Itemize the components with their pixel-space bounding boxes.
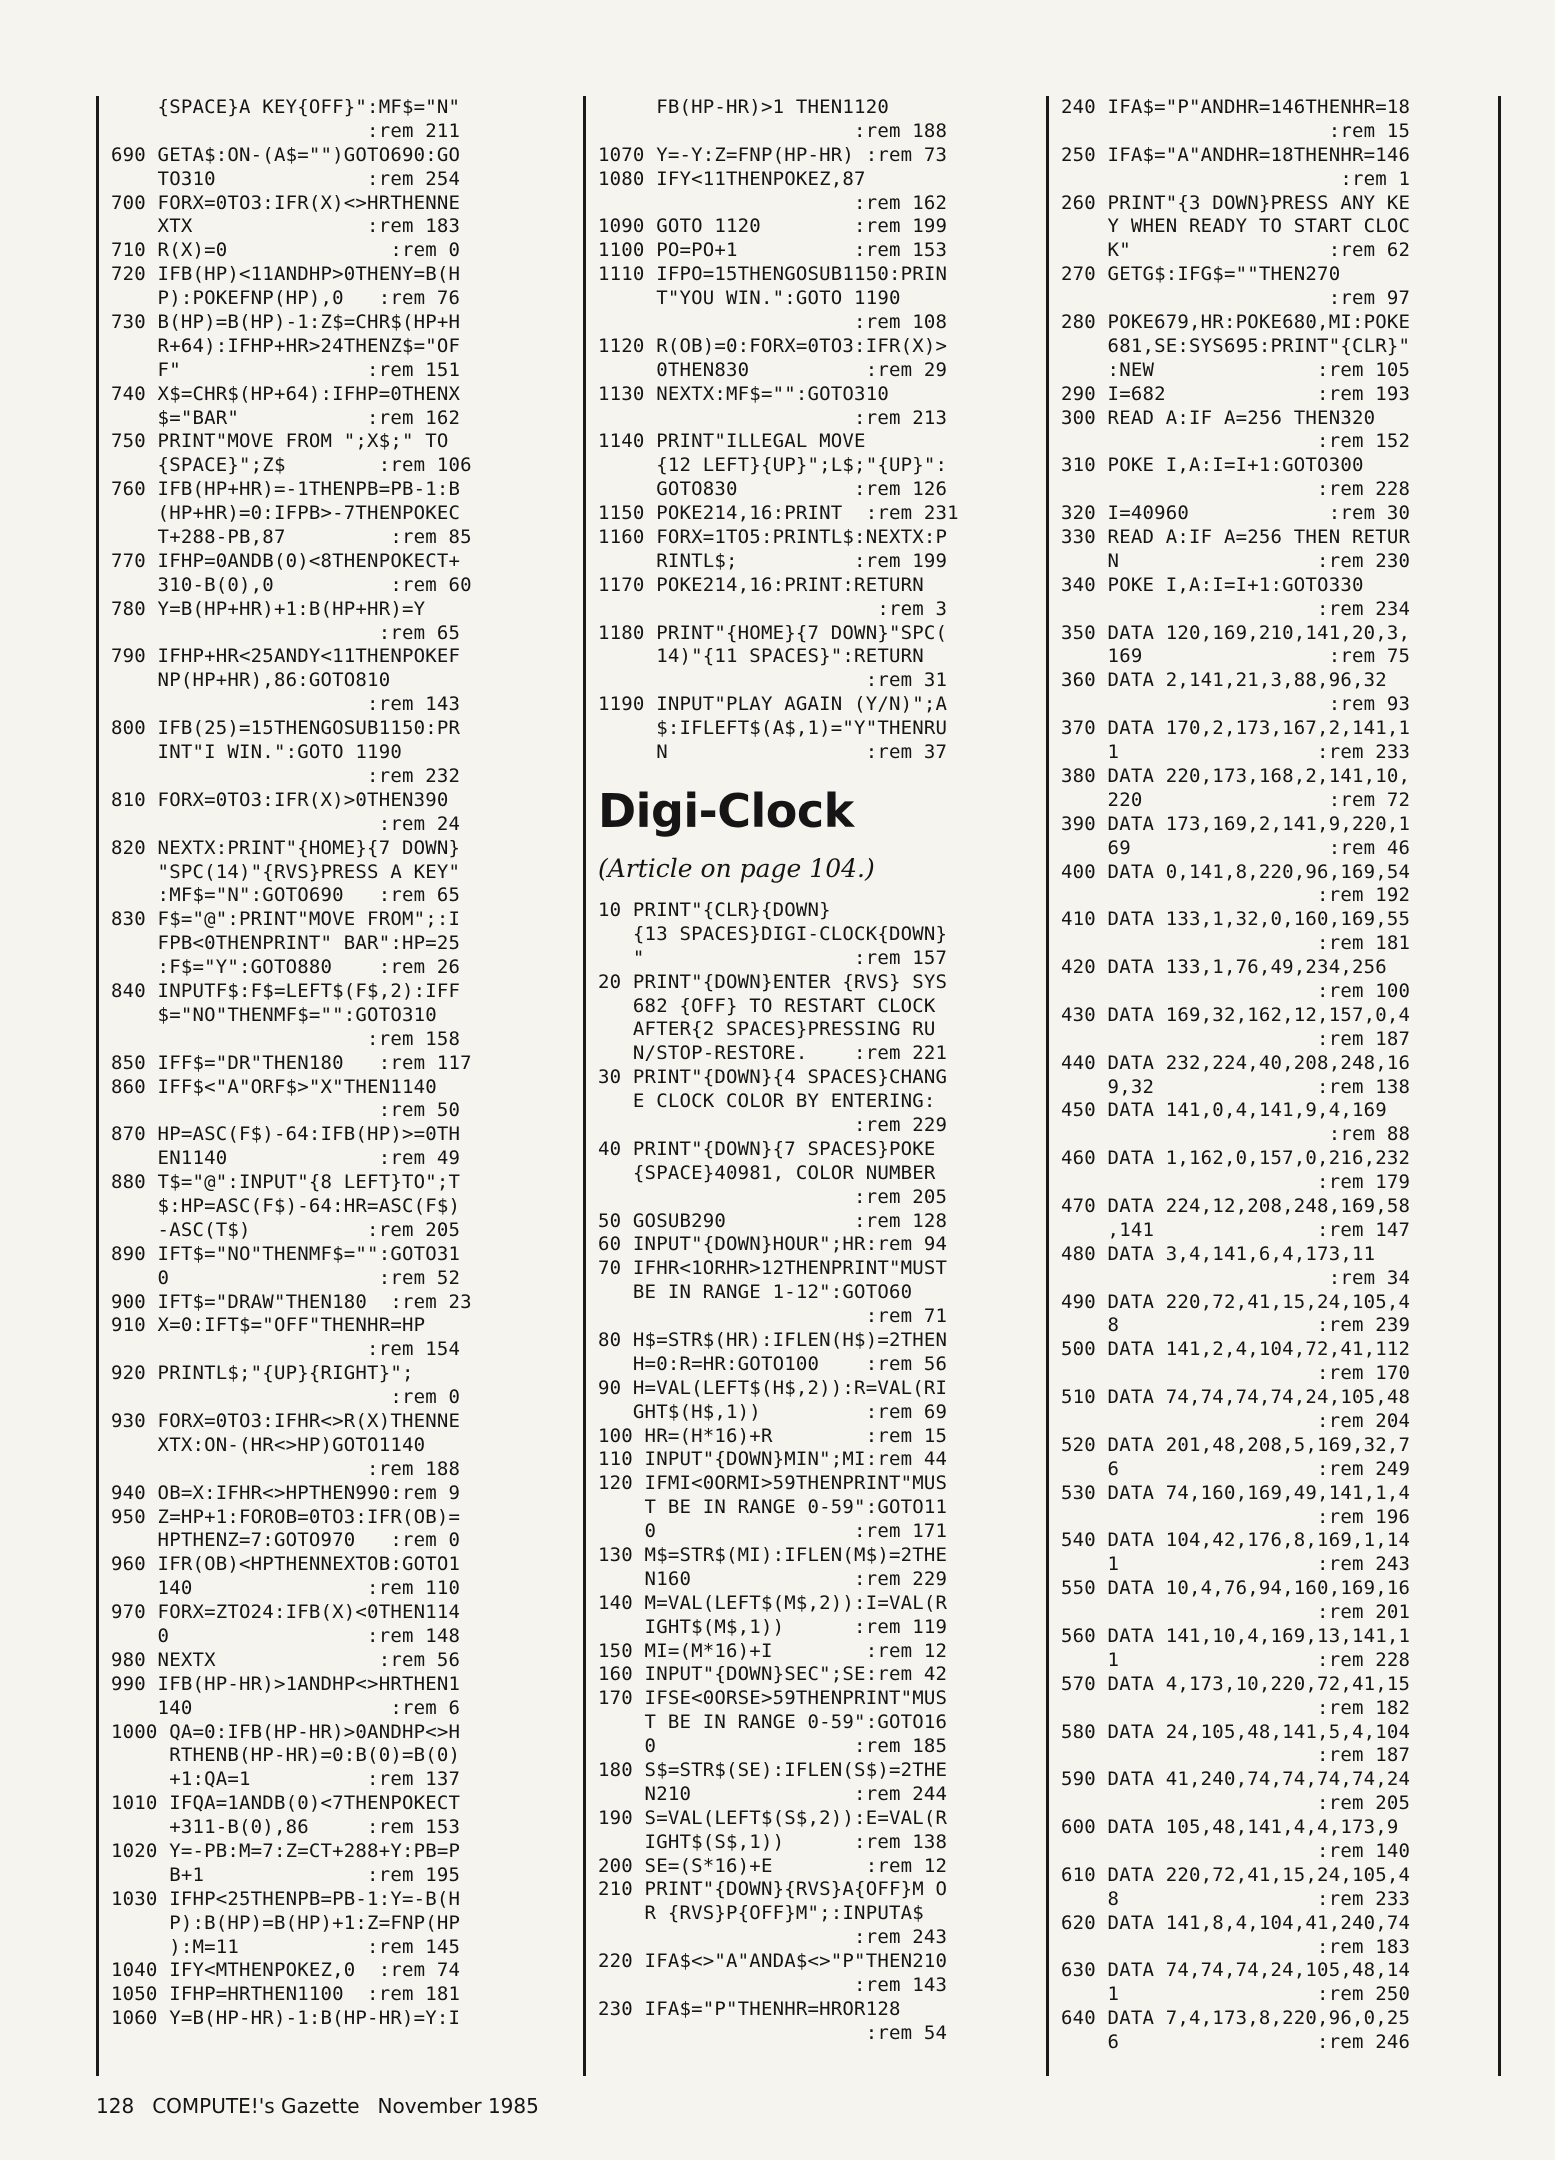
code-line: 630 DATA 74,74,74,24,105,48,14 <box>1061 1959 1411 1982</box>
code-line: 220 :rem 72 <box>1061 788 1411 811</box>
code-line: 770 IFHP=0ANDB(0)<8THENPOKECT+ <box>111 549 461 572</box>
code-line: GOTO830 :rem 126 <box>598 478 948 501</box>
code-line: 530 DATA 74,160,169,49,141,1,4 <box>1061 1481 1411 1504</box>
code-line: 260 PRINT"{3 DOWN}PRESS ANY KE <box>1061 191 1411 214</box>
page-footer <box>96 2094 557 2118</box>
code-line: 900 IFT$="DRAW"THEN180 :rem 23 <box>111 1290 472 1313</box>
code-line: 1150 POKE214,16:PRINT :rem 231 <box>598 502 959 525</box>
code-line: 6 :rem 249 <box>1061 1457 1411 1480</box>
code-line: :rem 71 <box>598 1305 948 1328</box>
code-line: 320 I=40960 :rem 30 <box>1061 502 1411 525</box>
code-line: 1000 QA=0:IFB(HP-HR)>0ANDHP<>H <box>111 1720 461 1743</box>
code-line: 150 MI=(M*16)+I :rem 12 <box>598 1639 948 1662</box>
code-line: :rem 243 <box>598 1926 948 1949</box>
code-line: :rem 15 <box>1061 119 1411 142</box>
code-line: T+288-PB,87 :rem 85 <box>111 526 472 549</box>
code-line: B+1 :rem 195 <box>111 1863 461 1886</box>
code-line: 80 H$=STR$(HR):IFLEN(H$)=2THEN <box>598 1328 948 1351</box>
code-line: :rem 188 <box>598 119 948 142</box>
page-number: 128 <box>96 2094 135 2118</box>
code-line: FPB<0THENPRINT" BAR":HP=25 <box>111 932 461 955</box>
code-line: 940 OB=X:IFHR<>HPTHEN990:rem 9 <box>111 1481 461 1504</box>
program-lines <box>111 96 583 2031</box>
code-line: :rem 143 <box>598 1974 948 1997</box>
code-line: TO310 :rem 254 <box>111 167 461 190</box>
code-line: N/STOP-RESTORE. :rem 221 <box>598 1042 948 1065</box>
code-line: 682 {OFF} TO RESTART CLOCK <box>598 994 936 1017</box>
code-line: :rem 228 <box>1061 478 1411 501</box>
code-line: 250 IFA$="A"ANDHR=18THENHR=146 <box>1061 143 1411 166</box>
code-line: 200 SE=(S*16)+E :rem 12 <box>598 1854 948 1877</box>
code-line: 520 DATA 201,48,208,5,169,32,7 <box>1061 1433 1411 1456</box>
code-line: RINTL$; :rem 199 <box>598 549 948 572</box>
code-line: 8 :rem 233 <box>1061 1887 1411 1910</box>
code-line: GHT$(H$,1)) :rem 69 <box>598 1400 948 1423</box>
code-line: 720 IFB(HP)<11ANDHP>0THENY=B(H <box>111 263 461 286</box>
code-line: 1100 PO=PO+1 :rem 153 <box>598 239 948 262</box>
code-line: 550 DATA 10,4,76,94,160,169,16 <box>1061 1577 1411 1600</box>
code-line: 370 DATA 170,2,173,167,2,141,1 <box>1061 717 1411 740</box>
code-line: R {RVS}P{OFF}M";:INPUTA$ <box>598 1902 924 1925</box>
code-line: 210 PRINT"{DOWN}{RVS}A{OFF}M O <box>598 1878 948 1901</box>
code-line: 1 :rem 228 <box>1061 1648 1411 1671</box>
code-line: NP(HP+HR),86:GOTO810 <box>111 669 391 692</box>
code-line: :rem 187 <box>1061 1744 1411 1767</box>
code-line: 310-B(0),0 :rem 60 <box>111 573 472 596</box>
code-line: 10 PRINT"{CLR}{DOWN} <box>598 898 831 921</box>
code-line: :rem 140 <box>1061 1840 1411 1863</box>
code-line: 100 HR=(H*16)+R :rem 15 <box>598 1424 948 1447</box>
code-line: 540 DATA 104,42,176,8,169,1,14 <box>1061 1529 1411 1552</box>
code-line: 230 IFA$="P"THENHR=HROR128 <box>598 1997 901 2020</box>
code-line: 700 FORX=0TO3:IFR(X)<>HRTHENNE <box>111 191 461 214</box>
code-line: :rem 211 <box>111 119 461 142</box>
magazine-name: COMPUTE!'s Gazette <box>152 2094 360 2118</box>
code-line: 380 DATA 220,173,168,2,141,10, <box>1061 764 1411 787</box>
code-line: 500 DATA 141,2,4,104,72,41,112 <box>1061 1338 1411 1361</box>
code-line: R+64):IFHP+HR>24THENZ$="OF <box>111 334 461 357</box>
code-line: 1160 FORX=1TO5:PRINTL$:NEXTX:P <box>598 526 948 549</box>
code-line: K" :rem 62 <box>1061 239 1411 262</box>
code-line: 690 GETA$:ON-(A$="")GOTO690:GO <box>111 143 461 166</box>
code-line: 910 X=0:IFT$="OFF"THENHR=HP <box>111 1314 426 1337</box>
code-line: :F$="Y":GOTO880 :rem 26 <box>111 956 461 979</box>
code-line: 590 DATA 41,240,74,74,74,74,24 <box>1061 1768 1411 1791</box>
code-line: P):POKEFNP(HP),0 :rem 76 <box>111 287 461 310</box>
code-line: 280 POKE679,HR:POKE680,MI:POKE <box>1061 311 1411 334</box>
code-line: 430 DATA 169,32,162,12,157,0,4 <box>1061 1003 1411 1026</box>
code-line: 1190 INPUT"PLAY AGAIN (Y/N)";A <box>598 693 948 716</box>
code-line: 0THEN830 :rem 29 <box>598 358 948 381</box>
code-line: 960 IFR(OB)<HPTHENNEXTOB:GOTO1 <box>111 1553 461 1576</box>
code-line: 780 Y=B(HP+HR)+1:B(HP+HR)=Y <box>111 597 426 620</box>
code-line: :rem 1 <box>1061 167 1411 190</box>
code-line: 1090 GOTO 1120 :rem 199 <box>598 215 948 238</box>
code-line: :MF$="N":GOTO690 :rem 65 <box>111 884 461 907</box>
code-line: 180 S$=STR$(SE):IFLEN(S$)=2THE <box>598 1759 948 1781</box>
code-line: 9,32 :rem 138 <box>1061 1075 1411 1098</box>
code-line: $="BAR" :rem 162 <box>111 406 461 429</box>
code-line: 270 GETG$:IFG$=""THEN270 <box>1061 263 1341 286</box>
code-line: 1130 NEXTX:MF$="":GOTO310 <box>598 382 889 405</box>
code-line: :rem 179 <box>1061 1171 1411 1194</box>
listing-column-3 <box>1049 96 1501 2076</box>
program-lines <box>1061 96 1498 2055</box>
code-line: 120 IFMI<0ORMI>59THENPRINT"MUS <box>598 1472 948 1495</box>
code-line: XTX :rem 183 <box>111 215 461 238</box>
code-line: 110 INPUT"{DOWN}MIN";MI:rem 44 <box>598 1448 948 1471</box>
code-line: 20 PRINT"{DOWN}ENTER {RVS} SYS <box>598 970 948 993</box>
code-line: " :rem 157 <box>598 946 948 969</box>
code-line: 1080 IFY<11THENPOKEZ,87 <box>598 167 866 190</box>
code-line: 600 DATA 105,48,141,4,4,173,9 <box>1061 1816 1399 1839</box>
code-line: 0 :rem 52 <box>111 1266 461 1289</box>
code-line: :rem 182 <box>1061 1696 1411 1719</box>
code-line: 970 FORX=ZTO24:IFB(X)<0THEN114 <box>111 1601 461 1624</box>
code-line: 610 DATA 220,72,41,15,24,105,4 <box>1061 1863 1411 1886</box>
code-line: 70 IFHR<1ORHR>12THENPRINT"MUST <box>598 1257 948 1280</box>
code-line: 160 INPUT"{DOWN}SEC";SE:rem 42 <box>598 1663 948 1686</box>
code-line: 169 :rem 75 <box>1061 645 1411 668</box>
code-line: 330 READ A:IF A=256 THEN RETUR <box>1061 526 1411 549</box>
code-line: IGHT$(S$,1)) :rem 138 <box>598 1830 948 1853</box>
code-line: 750 PRINT"MOVE FROM ";X$;" TO <box>111 430 449 453</box>
code-line: :rem 170 <box>1061 1362 1411 1385</box>
code-line: 1140 PRINT"ILLEGAL MOVE <box>598 430 866 453</box>
code-line: 570 DATA 4,173,10,220,72,41,15 <box>1061 1672 1411 1695</box>
code-line: E CLOCK COLOR BY ENTERING: <box>598 1090 936 1113</box>
code-line: 730 B(HP)=B(HP)-1:Z$=CHR$(HP+H <box>111 311 461 334</box>
code-line: -ASC(T$) :rem 205 <box>111 1218 461 1241</box>
code-line: :rem 188 <box>111 1457 461 1480</box>
code-line: 60 INPUT"{DOWN}HOUR";HR:rem 94 <box>598 1233 948 1256</box>
code-line: N160 :rem 229 <box>598 1567 948 1590</box>
code-line: 290 I=682 :rem 193 <box>1061 382 1411 405</box>
code-line: 490 DATA 220,72,41,15,24,105,4 <box>1061 1290 1411 1313</box>
code-line: :rem 201 <box>1061 1601 1411 1624</box>
code-line: 1 :rem 243 <box>1061 1553 1411 1576</box>
code-line: 990 IFB(HP-HR)>1ANDHP<>HRTHEN1 <box>111 1672 461 1695</box>
code-line: T"YOU WIN.":GOTO 1190 <box>598 287 901 310</box>
code-line: :rem 93 <box>1061 693 1411 716</box>
code-line: :rem 205 <box>1061 1792 1411 1815</box>
code-line: 220 IFA$<>"A"ANDA$<>"P"THEN210 <box>598 1950 948 1973</box>
code-line: $:IFLEFT$(A$,1)="Y"THENRU <box>598 717 948 740</box>
code-line: 930 FORX=0TO3:IFHR<>R(X)THENNE <box>111 1409 461 1432</box>
code-line: :rem 31 <box>598 669 948 692</box>
code-line: 850 IFF$="DR"THEN180 :rem 117 <box>111 1051 472 1074</box>
code-line: 810 FORX=0TO3:IFR(X)>0THEN390 <box>111 788 449 811</box>
code-line: 710 R(X)=0 :rem 0 <box>111 239 461 262</box>
code-line: 8 :rem 239 <box>1061 1314 1411 1337</box>
code-line: 460 DATA 1,162,0,157,0,216,232 <box>1061 1147 1411 1170</box>
code-line: 1020 Y=-PB:M=7:Z=CT+288+Y:PB=P <box>111 1840 461 1863</box>
code-line: :rem 54 <box>598 2021 948 2044</box>
code-line: 40 PRINT"{DOWN}{7 SPACES}POKE <box>598 1137 936 1160</box>
code-line: 69 :rem 46 <box>1061 836 1411 859</box>
code-line: BE IN RANGE 1-12":GOTO60 <box>598 1281 913 1304</box>
code-line: 1070 Y=-Y:Z=FNP(HP-HR) :rem 73 <box>598 143 948 166</box>
code-line: 740 X$=CHR$(HP+64):IFHP=0THENX <box>111 382 461 405</box>
code-line: :rem 234 <box>1061 597 1411 620</box>
code-line: 560 DATA 141,10,4,169,13,141,1 <box>1061 1625 1411 1647</box>
code-line: AFTER{2 SPACES}PRESSING RU <box>598 1018 936 1041</box>
code-line: {13 SPACES}DIGI-CLOCK{DOWN} <box>598 922 948 945</box>
code-line: 470 DATA 224,12,208,248,169,58 <box>1061 1194 1411 1217</box>
code-line: EN1140 :rem 49 <box>111 1147 461 1170</box>
code-line: :rem 205 <box>598 1185 948 1208</box>
code-line: :rem 97 <box>1061 287 1411 310</box>
code-line: 880 T$="@":INPUT"{8 LEFT}TO";T <box>111 1171 461 1194</box>
code-line: 390 DATA 173,169,2,141,9,220,1 <box>1061 812 1411 835</box>
code-line: 1030 IFHP<25THENPB=PB-1:Y=-B(H <box>111 1887 461 1910</box>
code-line: 240 IFA$="P"ANDHR=146THENHR=18 <box>1061 96 1411 118</box>
code-line: 640 DATA 7,4,173,8,220,96,0,25 <box>1061 2007 1411 2030</box>
code-line: 170 IFSE<0ORSE>59THENPRINT"MUS <box>598 1687 948 1710</box>
code-line: 1 :rem 233 <box>1061 741 1411 764</box>
code-line: :rem 158 <box>111 1027 461 1050</box>
code-line: :rem 196 <box>1061 1505 1411 1528</box>
code-line: INT"I WIN.":GOTO 1190 <box>111 741 402 764</box>
article-reference: (Article on page 104.) <box>598 853 875 883</box>
code-line: 620 DATA 141,8,4,104,41,240,74 <box>1061 1911 1411 1934</box>
code-line: Y WHEN READY TO START CLOC <box>1061 215 1411 238</box>
code-line: 340 POKE I,A:I=I+1:GOTO330 <box>1061 573 1364 596</box>
code-line: 1110 IFPO=15THENGOSUB1150:PRIN <box>598 263 948 286</box>
code-line: :rem 65 <box>111 621 461 644</box>
code-line: 1180 PRINT"{HOME}{7 DOWN}"SPC( <box>598 621 948 644</box>
code-line: 681,SE:SYS695:PRINT"{CLR}" <box>1061 334 1411 357</box>
code-line: :rem 232 <box>111 764 461 787</box>
code-line: :rem 34 <box>1061 1266 1411 1289</box>
code-line: 1060 Y=B(HP-HR)-1:B(HP-HR)=Y:I <box>111 2007 461 2030</box>
code-line: 790 IFHP+HR<25ANDY<11THENPOKEF <box>111 645 461 668</box>
code-line: IGHT$(M$,1)) :rem 119 <box>598 1615 948 1638</box>
code-line: N :rem 37 <box>598 741 948 764</box>
code-line: 480 DATA 3,4,141,6,4,173,11 <box>1061 1242 1376 1265</box>
code-line: 1170 POKE214,16:PRINT:RETURN <box>598 573 924 596</box>
code-line: 410 DATA 133,1,32,0,160,169,55 <box>1061 908 1411 931</box>
code-line: 0 :rem 185 <box>598 1735 948 1758</box>
code-line: 130 M$=STR$(MI):IFLEN(M$)=2THE <box>598 1543 948 1566</box>
code-line: {SPACE}A KEY{OFF}":MF$="N" <box>111 96 461 118</box>
code-line: 90 H=VAL(LEFT$(H$,2)):R=VAL(RI <box>598 1376 948 1399</box>
code-line: 870 HP=ASC(F$)-64:IFB(HP)>=0TH <box>111 1123 461 1146</box>
code-line: :rem 162 <box>598 191 948 214</box>
code-line: T BE IN RANGE 0-59":GOTO11 <box>598 1496 948 1519</box>
listing-column-1 <box>96 96 586 2076</box>
code-line: :rem 229 <box>598 1113 948 1136</box>
code-line: 310 POKE I,A:I=I+1:GOTO300 <box>1061 454 1364 477</box>
code-line: 950 Z=HP+1:FOROB=0TO3:IFR(OB)= <box>111 1505 461 1528</box>
code-line: 920 PRINTL$;"{UP}{RIGHT}"; <box>111 1362 414 1385</box>
code-line: :rem 152 <box>1061 430 1411 453</box>
code-line: 1010 IFQA=1ANDB(0)<7THENPOKECT <box>111 1792 461 1815</box>
code-line: 800 IFB(25)=15THENGOSUB1150:PR <box>111 717 461 740</box>
code-line: 890 IFT$="NO"THENMF$="":GOTO31 <box>111 1242 461 1265</box>
code-line: :rem 100 <box>1061 979 1411 1002</box>
code-line: 420 DATA 133,1,76,49,234,256 <box>1061 956 1387 979</box>
code-line: :rem 187 <box>1061 1027 1411 1050</box>
code-line: :rem 50 <box>111 1099 461 1122</box>
code-line: "SPC(14)"{RVS}PRESS A KEY" <box>111 860 461 883</box>
code-line: 400 DATA 0,141,8,220,96,169,54 <box>1061 860 1411 883</box>
code-line: :rem 183 <box>1061 1935 1411 1958</box>
code-line: 580 DATA 24,105,48,141,5,4,104 <box>1061 1720 1411 1743</box>
code-line: 14)"{11 SPACES}":RETURN <box>598 645 924 668</box>
code-line: 840 INPUTF$:F$=LEFT$(F$,2):IFF <box>111 979 461 1002</box>
code-line: 300 READ A:IF A=256 THEN320 <box>1061 406 1376 429</box>
code-line: $="NO"THENMF$="":GOTO310 <box>111 1003 437 1026</box>
code-line: FB(HP-HR)>1 THEN1120 <box>598 96 889 118</box>
code-line: P):B(HP)=B(HP)+1:Z=FNP(HP <box>111 1911 461 1934</box>
code-line: RTHENB(HP-HR)=0:B(0)=B(0) <box>111 1744 461 1767</box>
code-line: 1050 IFHP=HRTHEN1100 :rem 181 <box>111 1983 461 2006</box>
code-line: F" :rem 151 <box>111 358 461 381</box>
code-line: 140 M=VAL(LEFT$(M$,2)):I=VAL(R <box>598 1591 948 1614</box>
code-line: 1 :rem 250 <box>1061 1983 1411 2006</box>
code-line: :rem 213 <box>598 406 948 429</box>
code-line: N210 :rem 244 <box>598 1782 948 1805</box>
code-line: 360 DATA 2,141,21,3,88,96,32 <box>1061 669 1387 692</box>
code-line: 760 IFB(HP+HR)=-1THENPB=PB-1:B <box>111 478 461 501</box>
code-line: 440 DATA 232,224,40,208,248,16 <box>1061 1051 1411 1074</box>
code-line: 0 :rem 171 <box>598 1520 948 1543</box>
article-heading: Digi-Clock <box>598 783 854 838</box>
issue-date: November 1985 <box>377 2094 539 2118</box>
code-line: 830 F$="@":PRINT"MOVE FROM";:I <box>111 908 461 931</box>
code-line: :rem 0 <box>111 1386 461 1409</box>
code-line: {SPACE}";Z$ :rem 106 <box>111 454 472 477</box>
code-line: 510 DATA 74,74,74,74,24,105,48 <box>1061 1386 1411 1409</box>
code-line: 190 S=VAL(LEFT$(S$,2)):E=VAL(R <box>598 1806 948 1829</box>
code-line: H=0:R=HR:GOTO100 :rem 56 <box>598 1352 948 1375</box>
code-line: T BE IN RANGE 0-59":GOTO16 <box>598 1711 948 1734</box>
program-lines <box>598 96 1046 765</box>
code-line: 140 :rem 6 <box>111 1696 461 1719</box>
code-line: :NEW :rem 105 <box>1061 358 1411 381</box>
code-line: +1:QA=1 :rem 137 <box>111 1768 461 1791</box>
code-line: N :rem 230 <box>1061 549 1411 572</box>
code-line: :rem 143 <box>111 693 461 716</box>
code-line: 50 GOSUB290 :rem 128 <box>598 1209 948 1232</box>
code-line: 1120 R(OB)=0:FORX=0TO3:IFR(X)> <box>598 334 948 357</box>
code-line: :rem 24 <box>111 812 461 835</box>
code-line: 140 :rem 110 <box>111 1577 461 1600</box>
code-line: 350 DATA 120,169,210,141,20,3, <box>1061 621 1411 644</box>
code-line: :rem 108 <box>598 311 948 334</box>
code-line: 980 NEXTX :rem 56 <box>111 1648 461 1671</box>
code-line: :rem 3 <box>598 597 948 620</box>
code-line: :rem 192 <box>1061 884 1411 907</box>
code-line: XTX:ON-(HR<>HP)GOTO1140 <box>111 1433 426 1456</box>
code-line: 820 NEXTX:PRINT"{HOME}{7 DOWN} <box>111 836 461 859</box>
code-line: ):M=11 :rem 145 <box>111 1935 461 1958</box>
code-line: :rem 88 <box>1061 1123 1411 1146</box>
code-line: $:HP=ASC(F$)-64:HR=ASC(F$) <box>111 1194 461 1217</box>
code-line: {SPACE}40981, COLOR NUMBER <box>598 1161 936 1184</box>
code-line: 0 :rem 148 <box>111 1625 461 1647</box>
code-line: HPTHENZ=7:GOTO970 :rem 0 <box>111 1529 461 1552</box>
code-line: +311-B(0),86 :rem 153 <box>111 1816 461 1839</box>
listing-column-2 <box>586 96 1049 2076</box>
code-line: {12 LEFT}{UP}";L$;"{UP}": <box>598 454 948 477</box>
code-line: 1040 IFY<MTHENPOKEZ,0 :rem 74 <box>111 1959 461 1982</box>
code-line: :rem 204 <box>1061 1409 1411 1432</box>
code-line: 450 DATA 141,0,4,141,9,4,169 <box>1061 1099 1387 1122</box>
code-line: 860 IFF$<"A"ORF$>"X"THEN1140 <box>111 1075 437 1098</box>
code-line: :rem 154 <box>111 1338 461 1361</box>
code-line: ,141 :rem 147 <box>1061 1218 1411 1241</box>
program-lines <box>598 899 1046 2046</box>
code-line: 6 :rem 246 <box>1061 2031 1411 2054</box>
code-line: 30 PRINT"{DOWN}{4 SPACES}CHANG <box>598 1066 948 1089</box>
code-line: :rem 181 <box>1061 932 1411 955</box>
code-line: (HP+HR)=0:IFPB>-7THENPOKEC <box>111 502 461 525</box>
